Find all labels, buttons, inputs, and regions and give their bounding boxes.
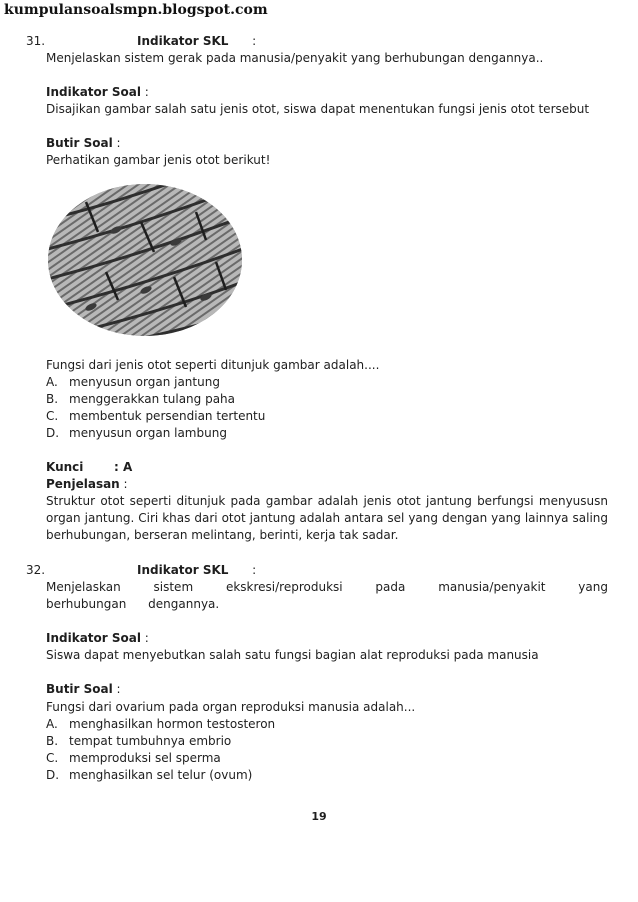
q32-butir-colon: : (112, 682, 121, 696)
q31-kunci-value: : A (114, 460, 133, 474)
page-number: 19 (311, 810, 327, 823)
q32-butir-heading (46, 681, 608, 698)
q31-butir-text: Perhatikan gambar jenis otot berikut! (46, 153, 271, 167)
q31-penjelasan-colon: : (119, 477, 128, 491)
q31-soal-colon: : (140, 85, 149, 99)
q32-skl-heading (137, 562, 256, 579)
q31-soal-heading (46, 84, 608, 101)
q31-option-b: B. menggerakkan tulang paha (46, 392, 236, 406)
q31-butir-colon: : (112, 136, 121, 150)
cardiac-muscle-illustration (46, 182, 244, 338)
q32-option-b: B. tempat tumbuhnya embrio (46, 734, 232, 748)
q31-question: Fungsi dari jenis otot seperti ditunjuk gambar adalah.... (46, 358, 380, 372)
q31-penjelasan-heading (46, 476, 608, 493)
blog-watermark: kumpulansoalsmpn.blogspot.com (4, 2, 268, 18)
q32-soal-text: Siswa dapat menyebutkan salah satu fungsi bagian alat reproduksi pada manusia (46, 648, 539, 662)
q31-soal-label: Indikator Soal (46, 85, 141, 99)
q32-option-a: A. menghasilkan hormon testosteron (46, 717, 276, 731)
q31-skl-colon: : (252, 34, 257, 48)
q31-butir-heading (46, 135, 608, 152)
q32-skl-text: Menjelaskan sistem ekskresi/reproduksi pada manusia/penyakit yang berhubungan dengannya. (46, 580, 608, 611)
q32-skl-colon: : (252, 563, 257, 577)
q31-option-a: A. menyusun organ jantung (46, 375, 220, 389)
q31-skl-text: Menjelaskan sistem gerak pada manusia/penyakit yang berhubungan dengannya.. (46, 51, 544, 65)
q32-soal-label: Indikator Soal (46, 631, 141, 645)
q31-skl-label: Indikator SKL (137, 34, 229, 48)
q32-options (46, 716, 608, 784)
q32-skl-label: Indikator SKL (137, 563, 229, 577)
q31-option-c: C. membentuk persendian tertentu (46, 409, 266, 423)
q32-soal-heading (46, 630, 608, 647)
q31-option-d: D. menyusun organ lambung (46, 426, 227, 440)
q31-kunci-label: Kunci (46, 460, 84, 474)
q32-question: Fungsi dari ovarium pada organ reproduksi manusia adalah... (46, 700, 416, 714)
q31-kunci (46, 459, 608, 476)
q31-butir-label: Butir Soal (46, 136, 113, 150)
q31-penjelasan-text: Struktur otot seperti ditunjuk pada gambar adalah jenis otot jantung berfungsi menyususn organ jantung. Ciri khas dari otot jantung adalah antara sel yang dengan yang lainnya saling berhubungan, berseran melintang, berinti, kerja tak sadar. (46, 494, 608, 542)
q31-skl-heading (137, 33, 256, 50)
q32-butir-label: Butir Soal (46, 682, 113, 696)
q32-soal-colon: : (140, 631, 149, 645)
cardiac-muscle-image (46, 182, 244, 338)
q31-soal-text: Disajikan gambar salah satu jenis otot, siswa dapat menentukan fungsi jenis otot tersebut (46, 102, 590, 116)
q31-penjelasan-label: Penjelasan (46, 477, 120, 491)
q32-option-d: D. menghasilkan sel telur (ovum) (46, 768, 253, 782)
q31-options (46, 374, 608, 442)
q32-option-c: C. memproduksi sel sperma (46, 751, 221, 765)
question-32-number: 32. (26, 563, 46, 577)
question-31-number: 31. (26, 34, 46, 48)
